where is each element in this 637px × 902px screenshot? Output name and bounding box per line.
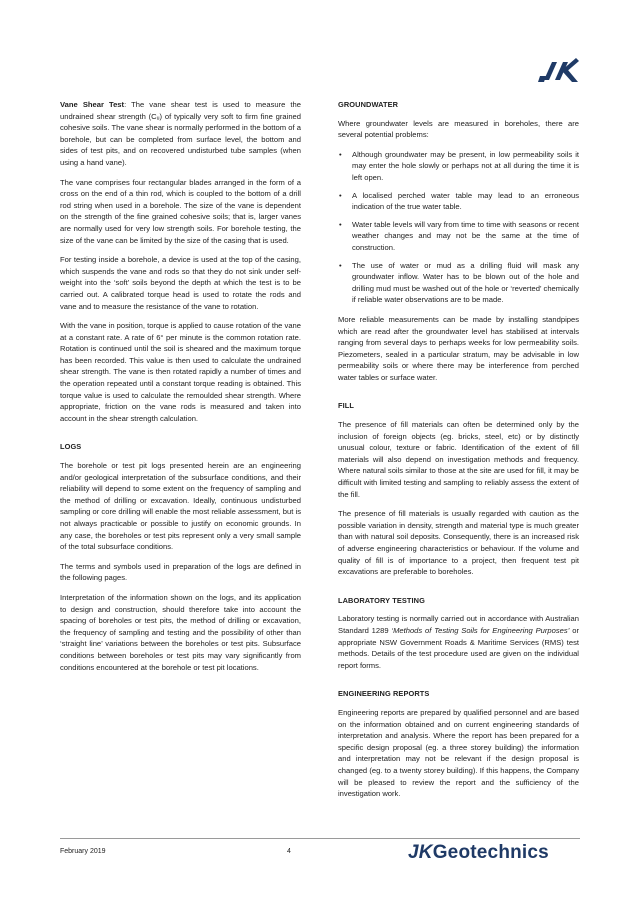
fill-paragraph-1: The presence of fill materials can often be determined only by the inclusion of foreign objects (eg. bricks, steel, etc) or by distinctly unusual colour, texture or fabric. Identification of the extent of fill materials will also depend on investigation methods and frequency. Where natural soils similar to those at the site are used for fill, it may be difficult with limited testing and sampling to reliably assess the extent of the fill. <box>338 420 579 499</box>
jk-logo-icon <box>538 54 580 84</box>
list-item <box>338 149 579 184</box>
groundwater-intro: Where groundwater levels are measured in boreholes, there are several potential problems: <box>338 118 579 140</box>
right-column <box>338 99 579 808</box>
page-number: 4 <box>287 848 291 855</box>
brand-wordmark <box>408 842 549 864</box>
lab-standard-title: ‘Methods of Testing Soils for Engineering Purposes’ <box>391 625 570 635</box>
list-item <box>338 219 579 254</box>
bullet-icon: • <box>339 219 342 229</box>
vane-shear-paragraph-3: For testing inside a borehole, a device is used at the top of the casing, which suspends the vane and rods so that they do not sink under self-weight into the ‘soft’ soils beyond the depth at which the test is to be carried out. A calibrated torque head is used to rotate the rods and vane and to measure the resistance of the vane to rotation. <box>60 255 301 311</box>
lab-testing-heading: LABORATORY TESTING <box>338 595 425 605</box>
bullet-icon: • <box>339 190 342 200</box>
bullet-icon: • <box>339 260 342 270</box>
list-item-text: Although groundwater may be present, in low permeability soils it may enter the hole slowly or perhaps not at all during the time it is left open. <box>352 149 579 182</box>
list-item <box>338 190 579 213</box>
list-item-text: A localised perched water table may lead to an erroneous indication of the true water table. <box>352 190 579 212</box>
logs-heading: LOGS <box>60 442 82 452</box>
list-item-text: Water table levels will vary from time to time with seasons or recent weather changes and may not be the same at the time of construction. <box>352 219 579 252</box>
lab-testing-paragraph <box>338 613 579 671</box>
engineering-reports-heading: ENGINEERING REPORTS <box>338 689 430 699</box>
lab-text-post: or appropriate NSW Government Roads & Maritime Services (RMS) test methods. Details of the test procedure used are given on the individual report forms. <box>338 625 579 670</box>
list-item <box>338 260 579 306</box>
left-column <box>60 99 301 681</box>
logs-paragraph-3: Interpretation of the information shown on the logs, and its application to design and construction, should therefore take into account the spacing of boreholes or test pits, the method of drilling or excavation, the frequency of sampling and testing and the possibility of other than ‘straight line’ variations between the boreholes or test pits. Subsurface conditions between boreholes or test pits may vary significantly from conditions encountered at the borehole or test pit locations. <box>60 592 301 672</box>
engineering-reports-paragraph: Engineering reports are prepared by qualified personnel and are based on the information obtained and on current engineering standards of interpretation and analysis. Where the report has been prepared for a specific design proposal (eg. a three storey building) the information and interpretation may not be relevant if the design proposal is changed (eg. to a twenty storey building). If this happens, the Company will be pleased to review the report and the sufficiency of the investigation work. <box>338 707 579 799</box>
vane-shear-paragraph-1 <box>60 99 301 169</box>
groundwater-heading: GROUNDWATER <box>338 100 399 109</box>
fill-paragraph-2: The presence of fill materials is usually regarded with caution as the possible variation in density, strength and material type is much greater than with natural soil deposits. Consequently, there is an increased risk of adverse engineering characteristics or behaviour. If the volume and quality of fill is of importance to a project, then frequent test pit excavations are preferable to boreholes. <box>338 509 579 577</box>
brand-jk: JK <box>408 842 433 863</box>
fill-heading: FILL <box>338 401 354 411</box>
bullet-icon: • <box>339 149 342 159</box>
vane-shear-lead: Vane Shear Test <box>60 100 125 109</box>
logs-paragraph-2: The terms and symbols used in preparation of the logs are defined in the following pages. <box>60 561 301 583</box>
vane-shear-paragraph-2: The vane comprises four rectangular blades arranged in the form of a cross on the end of a thin rod, which is coupled to the bottom of a drill rod string when used in a borehole. The size of the vane is dependent on the strength of the fine grained cohesive soils; that is, larger vanes are normally used for very low strength soils. For borehole testing, the size of the vane can be limited by the size of the casing that is used. <box>60 177 301 245</box>
footer-divider <box>60 838 580 839</box>
groundwater-outro: More reliable measurements can be made by installing standpipes which are read after the groundwater level has stabilised at intervals ranging from several days to perhaps weeks for low permeability soils. Piezometers, sealed in a particular stratum, may be advisable in low permeability soils or where there may be interference from perched water tables or surface water. <box>338 314 579 382</box>
footer-date: February 2019 <box>60 848 106 855</box>
vane-shear-text-1: : The vane shear test is used to measure the undrained shear strength (Cᵤ) of typically very soft to firm fine grained cohesive soils. The vane shear is normally performed in the bottom of a borehole, but can be completed from surface level, the bottom and sides of test pits, and on recovered undisturbed tube samples (when using a hand vane). <box>60 100 301 167</box>
list-item-text: The use of water or mud as a drilling fluid will mask any groundwater inflow. Water has to be blown out of the hole and drilling mud must be washed out of the hole or ‘reverted’ chemically if reliable water observations are to be made. <box>352 260 579 305</box>
groundwater-bullet-list <box>338 149 579 306</box>
lab-text-pre: Laboratory testing is normally carried out in accordance with Australian Standard 1289 <box>338 614 579 635</box>
vane-shear-paragraph-4: With the vane in position, torque is applied to cause rotation of the vane at a constant rate. A rate of 6° per minute is the common rotation rate. Rotation is continued until the soil is sheared and the maximum torque has been recorded. This value is then used to calculate the undrained shear strength. The vane is then rotated rapidly a number of times and the operation repeated until a constant torque reading is obtained. This torque value is used to calculate the remoulded shear strength. Where appropriate, friction on the vane rods is measured and taken into account in the shear strength calculation. <box>60 321 301 423</box>
brand-geotechnics: Geotechnics <box>432 842 549 863</box>
logs-paragraph-1: The borehole or test pit logs presented herein are an engineering and/or geological interpretation of the subsurface conditions, and their reliability will depend to some extent on the frequency of sampling and the method of drilling or excavation. Ideally, continuous undisturbed sampling or core drilling will enable the most reliable assessment, but is not always practicable or possible to justify on economic grounds. In any case, the boreholes or test pits represent only a very small sample of the total subsurface conditions. <box>60 461 301 552</box>
